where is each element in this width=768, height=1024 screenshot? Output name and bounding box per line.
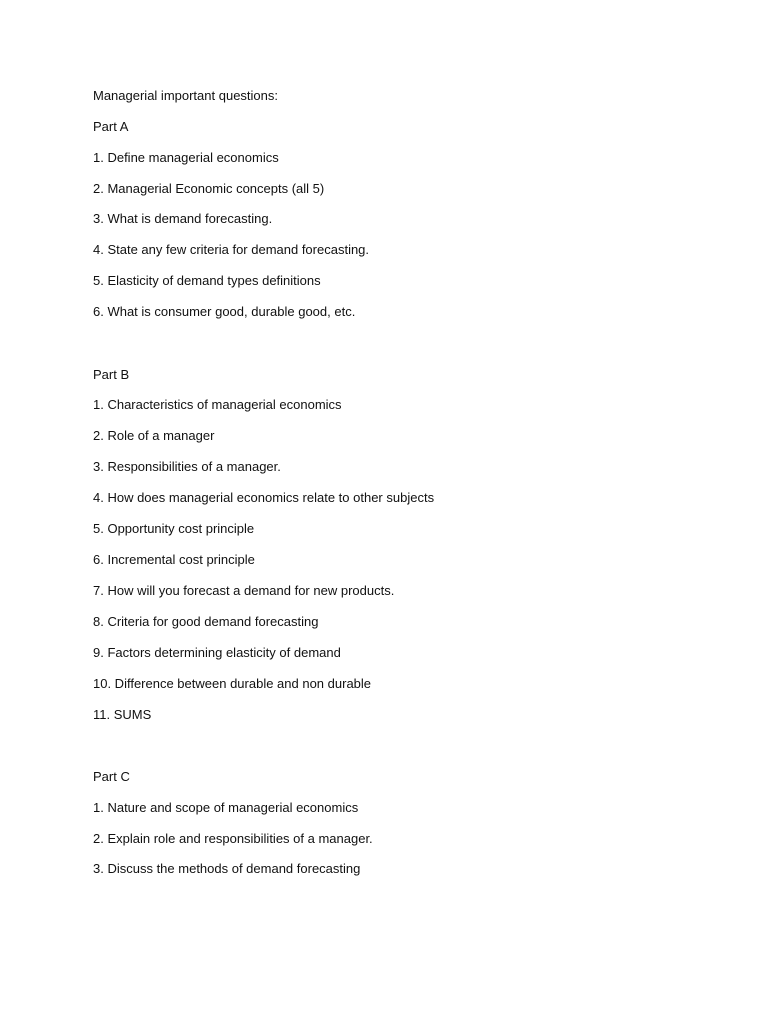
part-b-item: 4. How does managerial economics relate to other subjects xyxy=(93,490,435,505)
part-b-item: 10. Difference between durable and non durable xyxy=(93,676,372,691)
part-c-item: 2. Explain role and responsibilities of a manager. xyxy=(93,831,373,846)
part-a-item: 5. Elasticity of demand types definitions xyxy=(93,273,321,288)
part-a-item: 6. What is consumer good, durable good, etc. xyxy=(93,304,356,319)
part-a-item: 3. What is demand forecasting. xyxy=(93,211,273,226)
part-b-item: 8. Criteria for good demand forecasting xyxy=(93,614,319,629)
part-b-item: 11. SUMS xyxy=(93,707,152,722)
part-b-item: 5. Opportunity cost principle xyxy=(93,521,255,536)
part-c-item: 3. Discuss the methods of demand forecasting xyxy=(93,861,361,876)
part-a-heading: Part A xyxy=(93,119,129,134)
part-b-item: 7. How will you forecast a demand for new products. xyxy=(93,583,395,598)
part-b-heading: Part B xyxy=(93,367,130,382)
document-title: Managerial important questions: xyxy=(93,88,278,103)
part-b-item: 1. Characteristics of managerial economics xyxy=(93,397,342,412)
part-b-item: 2. Role of a manager xyxy=(93,428,215,443)
part-a-item: 4. State any few criteria for demand forecasting. xyxy=(93,242,370,257)
part-c-heading: Part C xyxy=(93,769,130,784)
part-b-item: 6. Incremental cost principle xyxy=(93,552,255,567)
part-c-item: 1. Nature and scope of managerial economics xyxy=(93,800,359,815)
part-a-item: 1. Define managerial economics xyxy=(93,150,279,165)
part-b-item: 9. Factors determining elasticity of demand xyxy=(93,645,341,660)
part-b-item: 3. Responsibilities of a manager. xyxy=(93,459,281,474)
part-a-item: 2. Managerial Economic concepts (all 5) xyxy=(93,181,325,196)
